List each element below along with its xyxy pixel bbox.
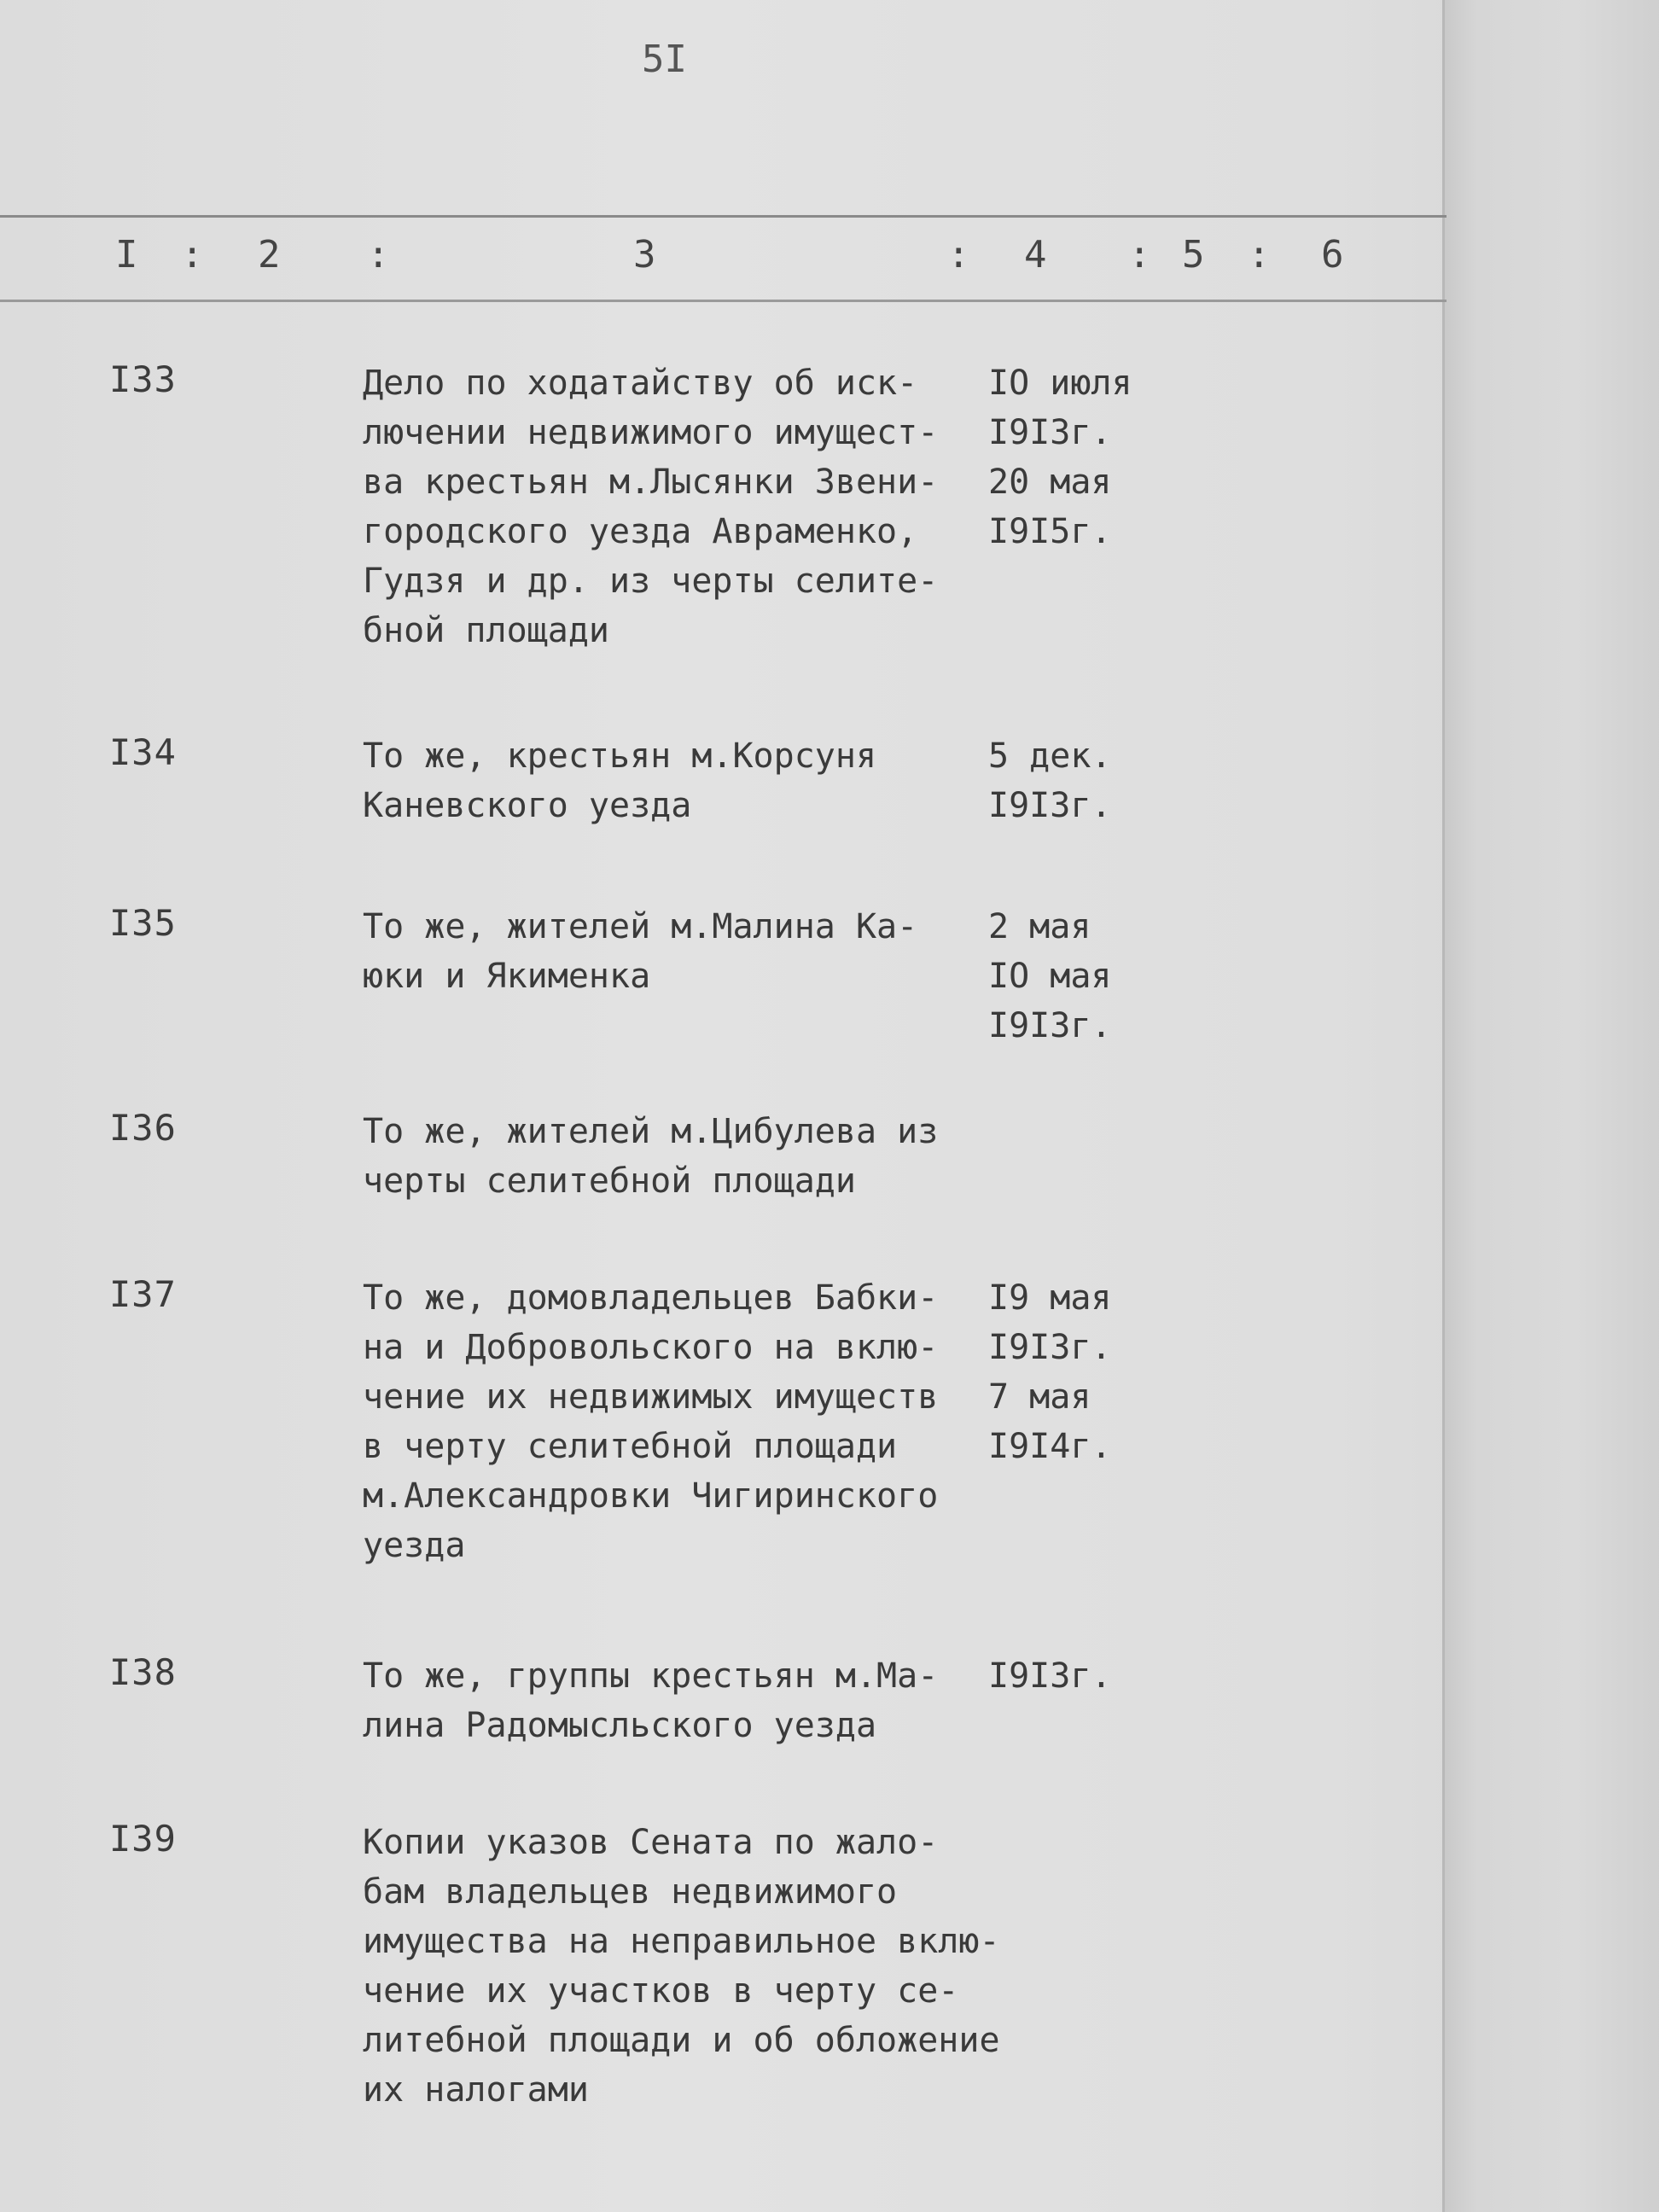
column-separator: : bbox=[367, 233, 390, 276]
column-header-1: I bbox=[115, 233, 138, 276]
table-header bbox=[0, 215, 1447, 302]
row-number: I35 bbox=[109, 902, 177, 944]
column-separator: : bbox=[1248, 233, 1271, 276]
column-header-5: 5 bbox=[1182, 233, 1205, 276]
row-number: I38 bbox=[109, 1651, 177, 1693]
page-number: 5I bbox=[642, 38, 687, 81]
column-separator: : bbox=[181, 233, 204, 276]
row-description: То же, жителей м.Малина Ка- юки и Якименка bbox=[363, 907, 918, 996]
page-edge bbox=[1442, 0, 1659, 2212]
row-number: I33 bbox=[109, 358, 177, 400]
row-number: I36 bbox=[109, 1107, 177, 1149]
row-number: I34 bbox=[109, 731, 177, 773]
row-dates: 5 дек. I9I3г. bbox=[988, 736, 1112, 825]
row-dates: 2 мая IO мая I9I3г. bbox=[988, 907, 1112, 1045]
column-separator: : bbox=[1128, 233, 1151, 276]
column-header-6: 6 bbox=[1321, 233, 1344, 276]
row-dates: IO июля I9I3г. 20 мая I9I5г. bbox=[988, 364, 1132, 551]
row-description: То же, домовладельцев Бабки- на и Добровольского на вклю- чение их недвижимых имуществ в черту селитебной площади м.Александровки Чигиринского уезда bbox=[363, 1278, 939, 1565]
row-dates: I9 мая I9I3г. 7 мая I9I4г. bbox=[988, 1278, 1112, 1466]
column-header-4: 4 bbox=[1024, 233, 1047, 276]
row-number: I39 bbox=[109, 1818, 177, 1860]
column-header-3: 3 bbox=[633, 233, 656, 276]
row-description: Дело по ходатайству об иск- лючении недвижимого имущест- ва крестьян м.Лысянки Звени- городского уезда Авраменко, Гудзя и др. из черты селите- бной площади bbox=[363, 364, 939, 650]
row-dates: I9I3г. bbox=[988, 1656, 1112, 1696]
row-number: I37 bbox=[109, 1273, 177, 1315]
column-header-2: 2 bbox=[258, 233, 281, 276]
row-description: То же, крестьян м.Корсуня Каневского уезда bbox=[363, 736, 877, 825]
row-description: Копии указов Сената по жало- бам владельцев недвижимого имущества на неправильное вклю- чение их участков в черту се- литебной площади и об обложение их налогами bbox=[363, 1823, 1000, 2110]
row-description: То же, жителей м.Цибулева из черты селитебной площади bbox=[363, 1112, 939, 1201]
row-description: То же, группы крестьян м.Ма- лина Радомысльского уезда bbox=[363, 1656, 939, 1745]
column-separator: : bbox=[947, 233, 970, 276]
